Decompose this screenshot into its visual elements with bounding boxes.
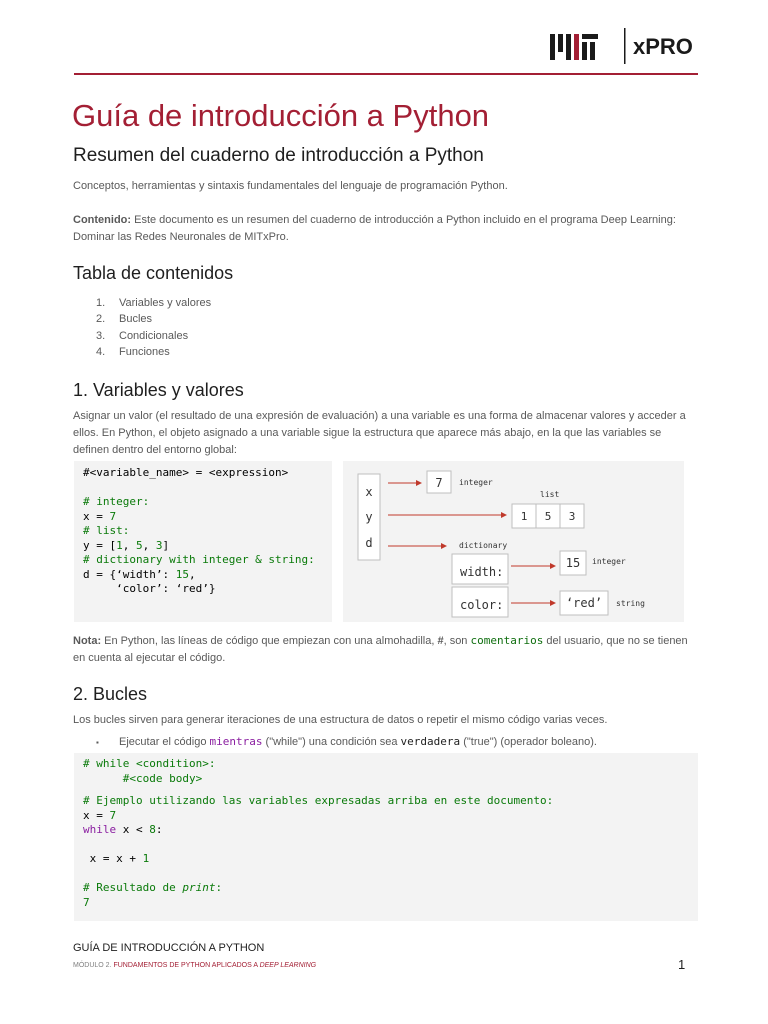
while-bullet: ▪ Ejecutar el código mientras ("while") una condición sea verdadera ("true") (operador boleano). [96,735,597,748]
toc-item[interactable]: 4. Funciones [96,345,170,358]
while-code-block: # while <condition>: #<code body> # Ejemplo utilizando las variables expresadas arriba en este documento: x = 7 while x < 8: x = x + 1 # Resultado de print: 7 [74,753,698,921]
toc-item[interactable]: 2. Bucles [96,313,153,326]
svg-text:1: 1 [520,510,528,523]
footer-title: GUÍA DE INTRODUCCIÓN A PYTHON [73,942,265,954]
svg-text:width:: width: [460,565,504,579]
section2-paragraph: Los bucles sirven para generar iteraciones de una estructura de datos o repetir el mismo código varias veces. [73,714,608,726]
mit-logo-icon [548,26,698,66]
header-rule [74,73,698,75]
section1-paragraph: Asignar un valor (el resultado de una expresión de evaluación) a una variable es una forma de almacenar valores y acceder a ellos. En Python, el objeto asignado a una variable sigue la estructura que aparece más abajo, en la que las variables se definen dentro del entorno global: [73,410,686,456]
svg-text:‘red’: ‘red’ [565,596,603,610]
doc-subtitle: Resumen del cuaderno de introducción a Python [73,145,484,166]
svg-text:3: 3 [568,510,576,523]
var-x-label: x [365,485,373,499]
variables-diagram [343,461,684,622]
svg-text:15: 15 [565,556,581,570]
svg-text:xPRO: xPRO [633,34,693,59]
toc-list [96,295,211,360]
content-paragraph [73,212,695,246]
toc-heading: Tabla de contenidos [73,263,234,283]
var-d-label: d [365,536,373,550]
svg-text:color:: color: [460,598,504,612]
page-number: 1 [678,957,686,972]
content-label: Contenido: [73,214,132,226]
footer-subtitle: MÓDULO 2. FUNDAMENTOS DE PYTHON APLICADOS A DEEP LEARNING [73,962,317,969]
svg-text:7: 7 [435,476,443,490]
mit-xpro-logo [548,26,698,66]
svg-text:5: 5 [544,510,552,523]
content-text: Este documento es un resumen del cuaderno de introducción a Python incluido en el programa Deep Learning: Dominar las Redes Neuronales de MITxPro. [73,214,676,243]
toc-item[interactable]: 3. Condicionales [96,329,189,342]
svg-text:integer: integer [459,478,493,487]
intro-text: Conceptos, herramientas y sintaxis fundamentales del lenguaje de programación Python. [73,180,508,192]
toc-item[interactable]: 1. Variables y valores [96,297,212,309]
bullet-square-icon: ▪ [96,737,99,747]
doc-title: Guía de introducción a Python [72,98,490,133]
section1-note: Nota: En Python, las líneas de código que empiezan con una almohadilla, #, son comentarios del usuario, que no se tienen en cuenta al ejecutar el código. [73,634,688,664]
svg-text:list: list [540,490,560,499]
section2-heading: 2. Bucles [73,684,148,704]
svg-text:integer: integer [592,557,626,566]
var-y-label: y [365,510,373,524]
variables-code-block: #<variable_name> = <expression> # integer: x = 7 # list: y = [1, 5, 3] # dictionary with integer & string: d = {‘width’: 15, ‘color’: ‘red’} [74,461,332,622]
section1-heading: 1. Variables y valores [73,380,244,400]
svg-text:dictionary: dictionary [459,541,508,550]
svg-text:string: string [616,599,645,608]
